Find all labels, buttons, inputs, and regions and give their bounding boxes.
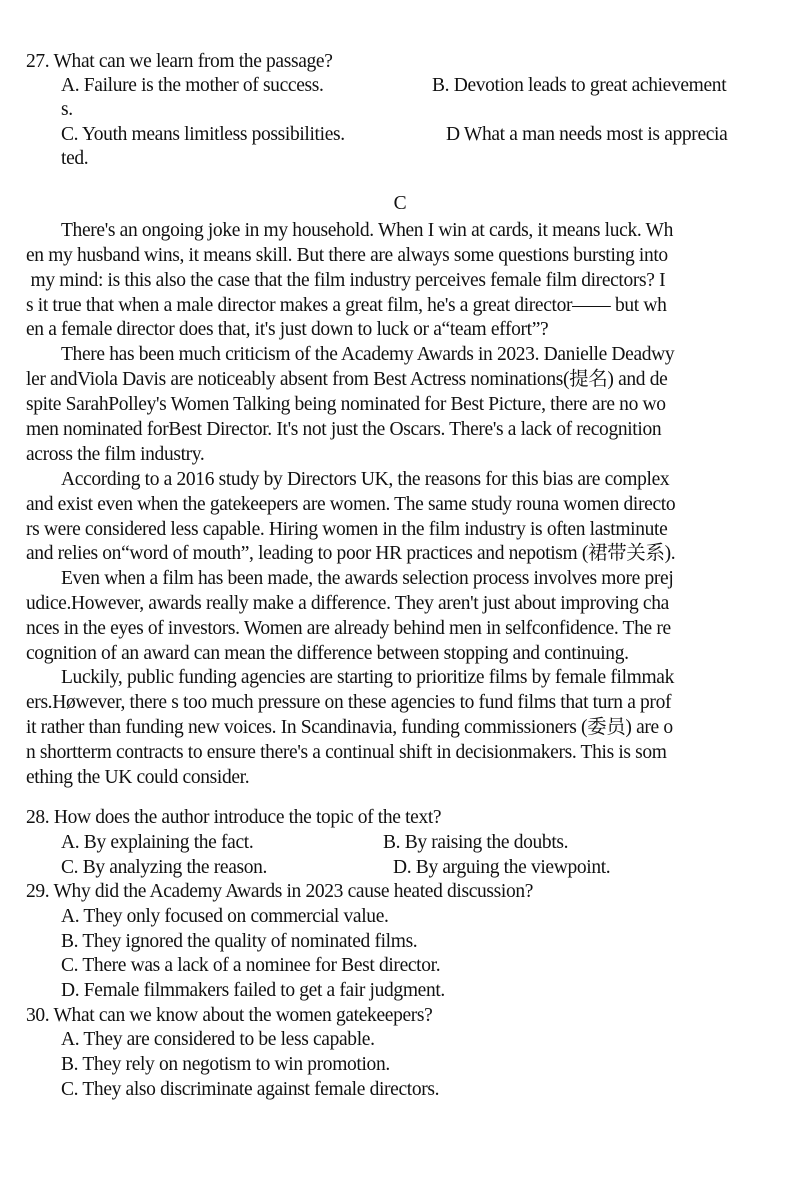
- passage-line: s it true that when a male director makes a great film, he's a great director—— but wh: [26, 295, 667, 316]
- passage-line: and relies on“word of mouth”, leading to poor HR practices and nepotism (裙带关系).: [26, 543, 676, 564]
- passage-line: cognition of an award can mean the difference between stopping and continuing.: [26, 643, 629, 664]
- passage-heading: C: [393, 193, 407, 214]
- passage-line: There's an ongoing joke in my household. When I win at cards, it means luck. Wh: [61, 220, 674, 241]
- q30-option-c: C. They also discriminate against female directors.: [61, 1079, 440, 1100]
- q27-stem: 27. What can we learn from the passage?: [26, 51, 333, 72]
- passage-line: spite SarahPolley's Women Talking being nominated for Best Picture, there are no wo: [26, 394, 666, 415]
- q29-option-b: B. They ignored the quality of nominated films.: [61, 931, 418, 952]
- q28-option-c: C. By analyzing the reason.: [61, 857, 268, 878]
- passage-line: it rather than funding new voices. In Scandinavia, funding commissioners (委员) are o: [26, 717, 673, 738]
- passage-line: udice.However, awards really make a difference. They aren't just about improving cha: [26, 593, 669, 614]
- passage-line: en my husband wins, it means skill. But there are always some questions bursting into: [26, 245, 668, 266]
- passage-line: men nominated forBest Director. It's not just the Oscars. There's a lack of recognition: [26, 419, 662, 440]
- passage-line: There has been much criticism of the Academy Awards in 2023. Danielle Deadwy: [61, 344, 675, 365]
- q27-option-d: D What a man needs most is apprecia: [446, 124, 728, 145]
- passage-line: Luckily, public funding agencies are starting to prioritize films by female filmmak: [61, 667, 674, 688]
- passage-line: ler andViola Davis are noticeably absent from Best Actress nominations(提名) and de: [26, 369, 668, 390]
- passage-line: across the film industry.: [26, 444, 205, 465]
- passage-line: rs were considered less capable. Hiring women in the film industry is often lastminute: [26, 519, 668, 540]
- q29-option-d: D. Female filmmakers failed to get a fair judgment.: [61, 980, 445, 1001]
- q30-option-a: A. They are considered to be less capable.: [61, 1029, 375, 1050]
- passage-line: nces in the eyes of investors. Women are already behind men in selfconfidence. The re: [26, 618, 671, 639]
- q27-option-a: A. Failure is the mother of success.: [61, 75, 324, 96]
- passage-line: ers.Høwever, there s too much pressure on these agencies to fund films that turn a prof: [26, 692, 672, 713]
- q30-option-b: B. They rely on negotism to win promotion.: [61, 1054, 390, 1075]
- q28-option-a: A. By explaining the fact.: [61, 832, 254, 853]
- passage-line: ething the UK could consider.: [26, 767, 250, 788]
- q28-option-d: D. By arguing the viewpoint.: [393, 857, 611, 878]
- q28-stem: 28. How does the author introduce the topic of the text?: [26, 807, 442, 828]
- passage-line: my mind: is this also the case that the film industry perceives female film directors? I: [26, 270, 666, 291]
- passage-line: According to a 2016 study by Directors UK, the reasons for this bias are complex: [61, 469, 670, 490]
- passage-line: n shortterm contracts to ensure there's a continual shift in decisionmakers. This is som: [26, 742, 667, 763]
- q30-stem: 30. What can we know about the women gatekeepers?: [26, 1005, 433, 1026]
- q28-option-b: B. By raising the doubts.: [383, 832, 569, 853]
- passage-line: en a female director does that, it's just down to luck or a“team effort”?: [26, 319, 549, 340]
- q29-option-a: A. They only focused on commercial value.: [61, 906, 389, 927]
- passage-line: Even when a film has been made, the awards selection process involves more prej: [61, 568, 674, 589]
- q27-option-d-wrap: ted.: [61, 148, 89, 169]
- q29-option-c: C. There was a lack of a nominee for Best director.: [61, 955, 441, 976]
- passage-line: and exist even when the gatekeepers are women. The same study rouna women directo: [26, 494, 676, 515]
- q27-option-b-wrap: s.: [61, 99, 73, 120]
- q27-option-c: C. Youth means limitless possibilities.: [61, 124, 345, 145]
- q29-stem: 29. Why did the Academy Awards in 2023 cause heated discussion?: [26, 881, 534, 902]
- q27-option-b: B. Devotion leads to great achievement: [432, 75, 727, 96]
